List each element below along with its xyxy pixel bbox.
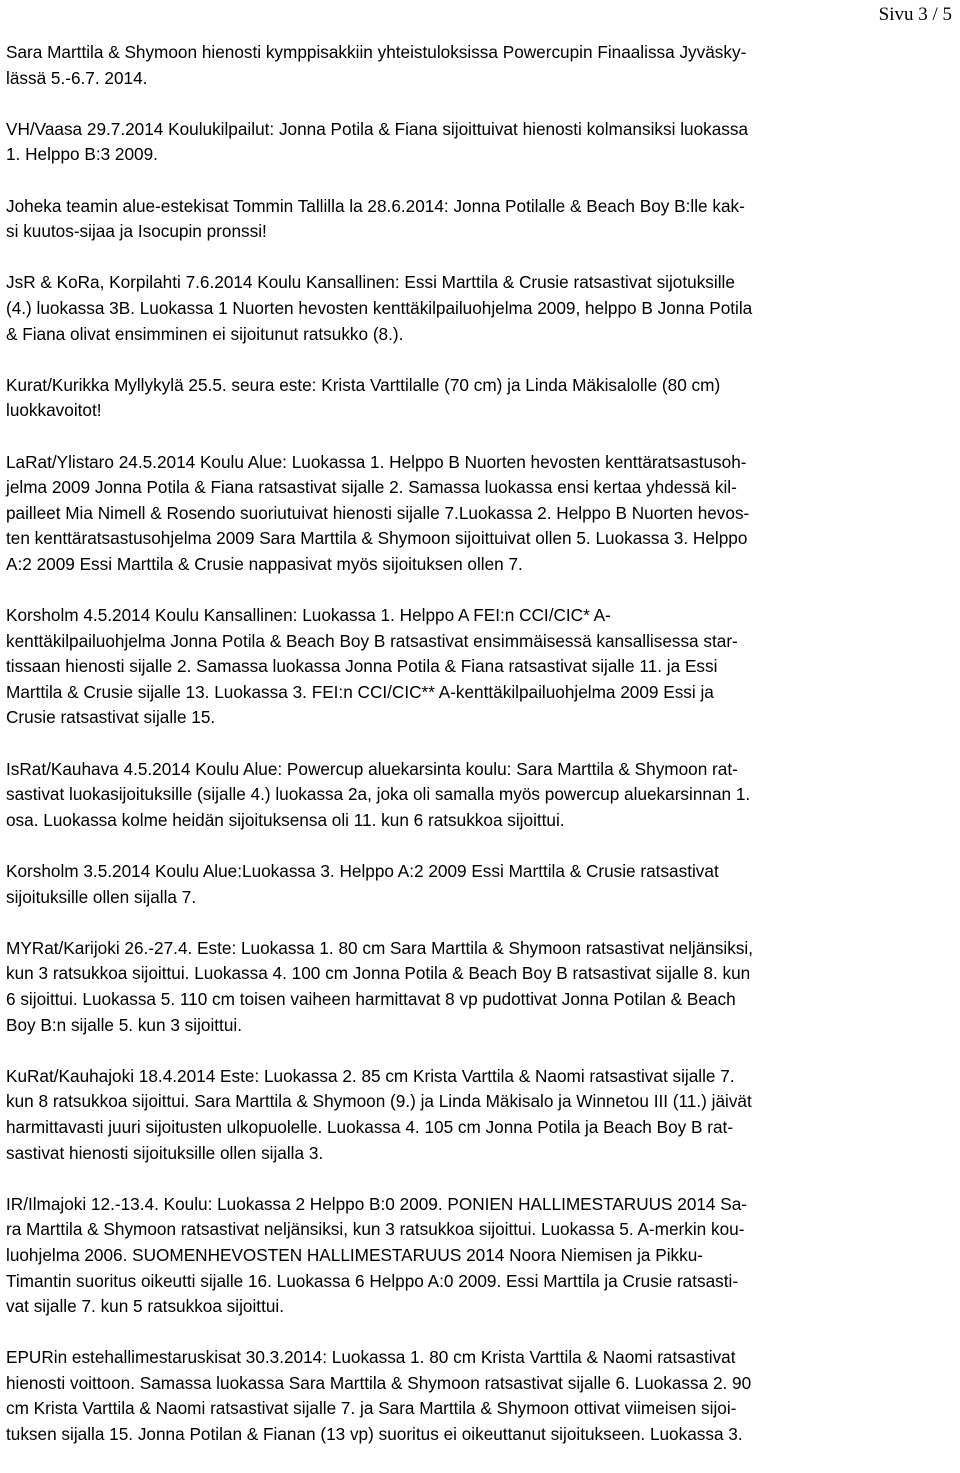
text-line: Marttila & Crusie sijalle 13. Luokassa 3. FEI:n CCI/CIC** A-kenttäkilpailuohjelma 2009 Essi ja (6, 681, 714, 702)
text-line: cm Krista Varttila & Naomi ratsastivat sijalle 7. ja Sara Marttila & Shymoon ottivat viimeisen sijoi- (6, 1398, 737, 1419)
text-line: sastivat hienosti sijoituksille ollen sijalla 3. (6, 1142, 324, 1163)
text-line: lässä 5.-6.7. 2014. (6, 67, 148, 88)
text-line: Kurat/Kurikka Myllykylä 25.5. seura este: Krista Varttilalle (70 cm) ja Linda Mäkisalolle (80 cm) (6, 374, 721, 395)
paragraph (6, 603, 952, 731)
text-line: harmittavasti juuri sijoitusten ulkopuolelle. Luokassa 4. 105 cm Jonna Potila ja Beach Boy B rat- (6, 1116, 734, 1137)
text-line: VH/Vaasa 29.7.2014 Koulukilpailut: Jonna Potila & Fiana sijoittuivat hienosti kolmansiksi luokassa (6, 118, 749, 139)
text-line: Korsholm 4.5.2014 Koulu Kansallinen: Luokassa 1. Helppo A FEI:n CCI/CIC* A- (6, 605, 611, 626)
text-line: ten kenttäratsastusohjelma 2009 Sara Marttila & Shymoon sijoittuivat ollen 5. Luokassa 3. Helppo (6, 528, 748, 549)
text-line: kun 3 ratsukkoa sijoittui. Luokassa 4. 100 cm Jonna Potila & Beach Boy B ratsastivat sijalle 8. kun (6, 963, 751, 984)
text-line: EPURin estehallimestaruskisat 30.3.2014: Luokassa 1. 80 cm Krista Varttila & Naomi ratsastivat (6, 1347, 736, 1368)
paragraph (6, 757, 952, 834)
text-line: Boy B:n sijalle 5. kun 3 sijoittui. (6, 1014, 242, 1035)
text-line: IsRat/Kauhava 4.5.2014 Koulu Alue: Powercup aluekarsinta koulu: Sara Marttila & Shymoon rat- (6, 758, 738, 779)
text-line: A:2 2009 Essi Marttila & Crusie nappasivat myös sijoituksen ollen 7. (6, 553, 523, 574)
text-line: si kuutos-sijaa ja Isocupin pronssi! (6, 221, 267, 242)
paragraph (6, 194, 952, 245)
text-line: & Fiana olivat ensimminen ei sijoitunut ratsukko (8.). (6, 323, 404, 344)
text-line: luohjelma 2006. SUOMENHEVOSTEN HALLIMESTARUUS 2014 Noora Niemisen ja Pikku- (6, 1244, 703, 1265)
text-line: pailleet Mia Nimell & Rosendo suoriutuivat hienosti sijalle 7.Luokassa 2. Helppo B Nuorten hevos- (6, 502, 750, 523)
text-line: sijoituksille ollen sijalla 7. (6, 886, 197, 907)
paragraph (6, 270, 952, 347)
text-line: sastivat luokasijoituksille (sijalle 4.) luokassa 2a, joka oli samalla myös powercup aluekarsinnan 1. (6, 784, 751, 805)
text-line: 6 sijoittui. Luokassa 5. 110 cm toisen vaiheen harmittavat 8 vp pudottivat Jonna Potilan & Beach (6, 988, 736, 1009)
text-line: Timantin suoritus oikeutti sijalle 16. Luokassa 6 Helppo A:0 2009. Essi Marttila ja Crusie ratsasti- (6, 1270, 739, 1291)
paragraph (6, 117, 952, 168)
paragraph (6, 373, 952, 424)
text-line: 1. Helppo B:3 2009. (6, 144, 158, 165)
text-line: kenttäkilpailuohjelma Jonna Potila & Beach Boy B ratsastivat ensimmäisessä kansallisessa star- (6, 630, 738, 651)
paragraph (6, 859, 952, 910)
text-line: ra Marttila & Shymoon ratsastivat neljänsiksi, kun 3 ratsukkoa sijoittui. Luokassa 5. A-merkin kou- (6, 1219, 745, 1240)
text-line: Korsholm 3.5.2014 Koulu Alue:Luokassa 3. Helppo A:2 2009 Essi Marttila & Crusie ratsastivat (6, 861, 719, 881)
paragraph (6, 40, 952, 91)
paragraph (6, 1064, 952, 1166)
text-line: osa. Luokassa kolme heidän sijoituksensa oli 11. kun 6 ratsukkoa sijoittui. (6, 809, 565, 830)
text-line: luokkavoitot! (6, 400, 102, 421)
text-line: JsR & KoRa, Korpilahti 7.6.2014 Koulu Kansallinen: Essi Marttila & Crusie ratsastivat sijotuksille (6, 272, 735, 293)
text-line: (4.) luokassa 3B. Luokassa 1 Nuorten hevosten kenttäkilpailuohjelma 2009, helppo B Jonna Potila (6, 297, 753, 318)
text-line: MYRat/Karijoki 26.-27.4. Este: Luokassa 1. 80 cm Sara Marttila & Shymoon ratsastivat neljänsiksi, (6, 937, 754, 958)
paragraph (6, 450, 952, 578)
text-line: tuksen sijalla 15. Jonna Potilan & Fianan (13 vp) suoritus ei oikeuttanut sijoitukseen. Luokassa 3. (6, 1424, 743, 1445)
text-line: tissaan hienosti sijalle 2. Samassa luokassa Jonna Potila & Fiana ratsastivat sijalle 11. ja Essi (6, 656, 718, 677)
page-number: Sivu 3 / 5 (878, 4, 952, 25)
text-line: hienosti voittoon. Samassa luokassa Sara Marttila & Shymoon ratsastivat sijalle 6. Luokassa 2. 90 (6, 1372, 752, 1393)
document-body (6, 40, 952, 1473)
text-line: Joheka teamin alue-estekisat Tommin Tallilla la 28.6.2014: Jonna Potilalle & Beach Boy B:lle kak- (6, 195, 745, 216)
text-line: kun 8 ratsukkoa sijoittui. Sara Marttila & Shymoon (9.) ja Linda Mäkisalo ja Winnetou III (11.) jäivät (6, 1091, 752, 1112)
text-line: Sara Marttila & Shymoon hienosti kymppisakkiin yhteistuloksissa Powercupin Finaalissa Jyväsky- (6, 42, 747, 62)
text-line: KuRat/Kauhajoki 18.4.2014 Este: Luokassa 2. 85 cm Krista Varttila & Naomi ratsastivat sijalle 7. (6, 1065, 735, 1086)
paragraph (6, 1192, 952, 1320)
text-line: jelma 2009 Jonna Potila & Fiana ratsastivat sijalle 2. Samassa luokassa ensi kertaa yhdessä kil- (6, 477, 737, 498)
text-line: LaRat/Ylistaro 24.5.2014 Koulu Alue: Luokassa 1. Helppo B Nuorten hevosten kenttäratsastusoh- (6, 451, 747, 472)
paragraph (6, 936, 952, 1038)
text-line: vat sijalle 7. kun 5 ratsukkoa sijoittui. (6, 1296, 284, 1317)
text-line: IR/Ilmajoki 12.-13.4. Koulu: Luokassa 2 Helppo B:0 2009. PONIEN HALLIMESTARUUS 2014 Sa- (6, 1193, 748, 1214)
text-line: Crusie ratsastivat sijalle 15. (6, 707, 216, 728)
paragraph (6, 1345, 952, 1447)
